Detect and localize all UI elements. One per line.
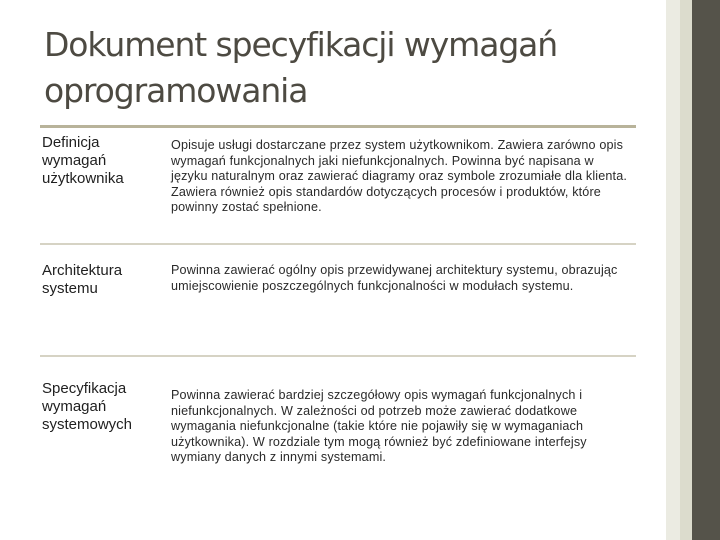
row-text-user-requirements: Opisuje usługi dostarczane przez system użytkownikom. Zawiera zarówno opis wymagań funkcjonalnych jaki niefunkcjonalnych. Powinna być napisana w języku naturalnym oraz zawierać diagramy oraz symbole zrozumiałe dla klienta. Zawiera również opis standardów dotyczących procesów i produktów, które powinny zostać spełnione. [171,138,628,214]
row-label-system-architecture: Architektura systemu [42,262,123,297]
row-divider [40,355,636,357]
row-text-system-architecture: Powinna zawierać ogólny opis przewidywanej architektury systemu, obrazując umiejscowienie poszczególnych funkcjonalności w modułach systemu. [171,263,618,293]
slide-title: Dokument specyfikacji wymagań oprogramowania [44,25,558,110]
row-label-user-requirements: Definicja wymagań użytkownika [42,134,124,187]
row-text-system-requirements: Powinna zawierać bardziej szczegółowy opis wymagań funkcjonalnych i niefunkcjonalnych. W zależności od potrzeb może zawierać dodatkowe wymagania niefunkcjonalne (takie które nie pojawiły się w wymaganiach użytkownika). W rozdziale tym mogą również być zdefiniowane interfejsy wymiany danych z innymi systemami. [171,388,587,464]
row-label-system-requirements: Specyfikacja wymagań systemowych [42,380,133,433]
row-divider [40,243,636,245]
decorative-strip-dark [692,0,720,540]
table-top-rule [40,125,636,128]
decorative-strip-light [666,0,680,540]
